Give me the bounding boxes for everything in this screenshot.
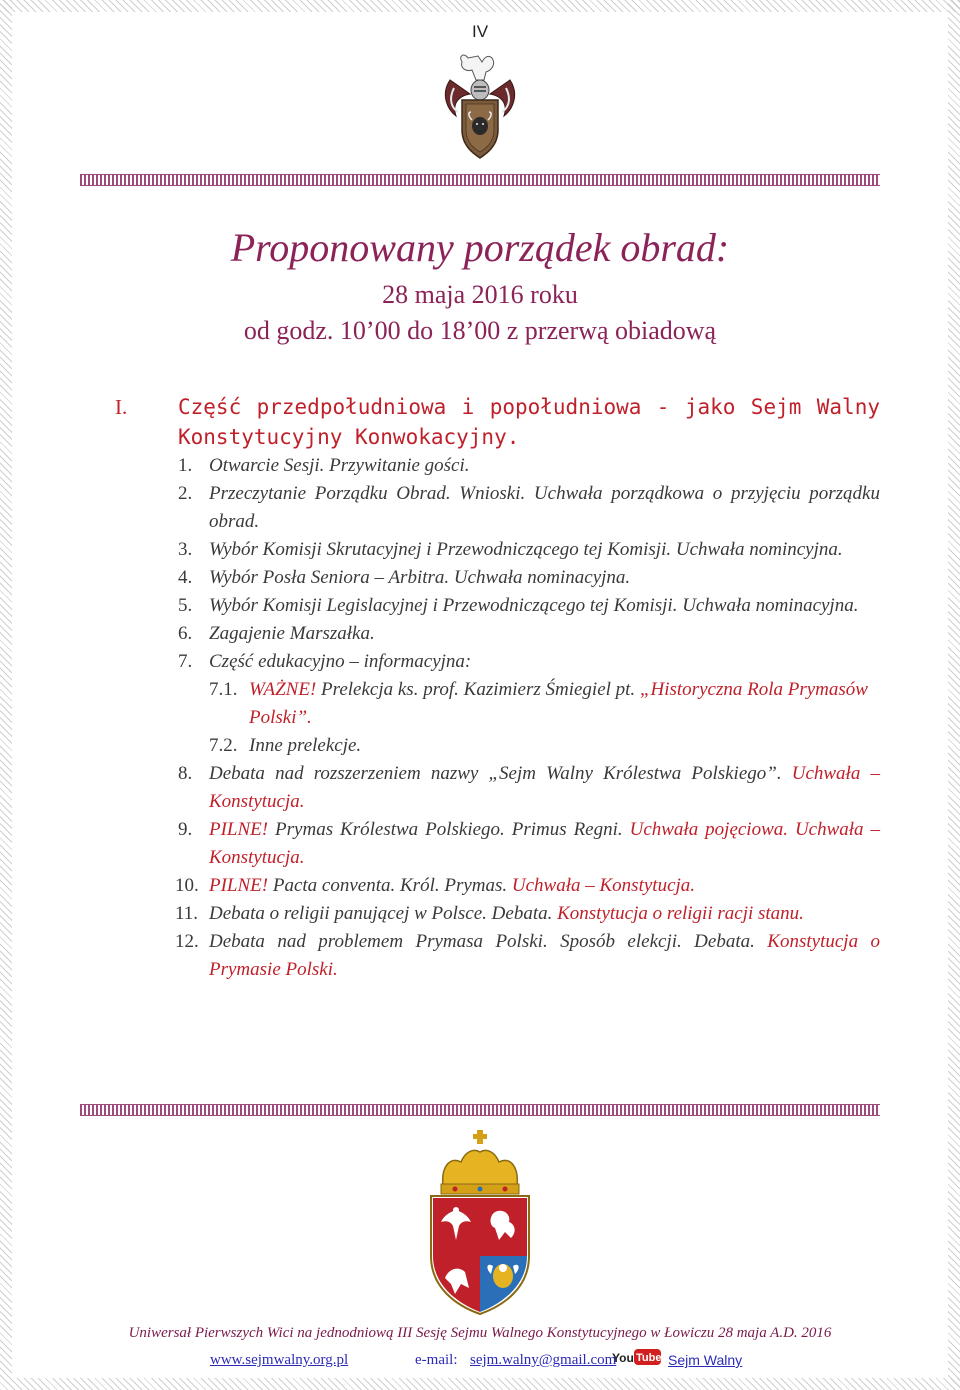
item-body — [209, 620, 880, 648]
highlight-text: Konstytucja o religii racji stanu. — [557, 903, 804, 924]
section-number: I. — [115, 395, 128, 419]
decorative-rule-bottom — [80, 1104, 880, 1116]
svg-text:Tube: Tube — [636, 1352, 662, 1364]
website-link[interactable]: www.sejmwalny.org.pl — [210, 1352, 349, 1368]
highlight-text: PILNE! — [209, 875, 269, 896]
agenda-list — [175, 452, 881, 984]
item-number: 9. — [178, 819, 193, 840]
item-text: Otwarcie Sesji. Przywitanie gości. — [209, 455, 470, 476]
agenda-item — [178, 648, 880, 676]
item-number: 12. — [175, 931, 199, 952]
item-number: 7. — [178, 651, 193, 672]
item-number: 3. — [178, 539, 193, 560]
item-number: 10. — [175, 875, 199, 896]
agenda-item — [175, 872, 880, 900]
item-text: Pacta conventa. Król. Prymas. — [268, 875, 512, 896]
item-text: Część edukacyjno – informacyjna: — [209, 651, 472, 672]
item-text: Wybór Posła Seniora – Arbitra. Uchwała nominacyjna. — [209, 567, 631, 588]
item-number: 6. — [178, 623, 193, 644]
subitem-number: 7.1. — [209, 679, 238, 700]
youtube-logo-icon[interactable] — [612, 1346, 662, 1368]
item-number: 4. — [178, 567, 193, 588]
channel-link[interactable]: Sejm Walny — [668, 1352, 743, 1368]
border-right — [948, 0, 960, 1390]
agenda-item — [178, 480, 880, 536]
agenda-item — [178, 452, 880, 480]
item-number: 11. — [175, 903, 199, 924]
footer-proclamation: Uniwersał Pierwszych Wici na jednodniową III Sesję Sejmu Walnego Konstytucyjnego w Łowiczu 28 maja A.D. 2016 — [128, 1325, 832, 1341]
subitem-body — [249, 732, 880, 760]
highlight-text: Uchwała – Konstytucja. — [209, 763, 880, 812]
item-text: Debata nad problemem Prymasa Polski. Sposób elekcji. Debata. — [209, 931, 768, 952]
highlight-text: Uchwała pojęciowa. Uchwała – Konstytucja. — [209, 819, 881, 868]
item-body — [209, 816, 880, 872]
border-bottom — [0, 1378, 960, 1390]
agenda-item — [178, 760, 880, 816]
kingdom-coat-of-arms-icon — [425, 1128, 535, 1318]
section-heading — [115, 392, 880, 452]
item-body — [209, 760, 880, 816]
item-body — [209, 536, 880, 564]
item-text: Zagajenie Marszałka. — [209, 623, 375, 644]
subitem-body — [249, 676, 880, 732]
highlight-text: PILNE! — [209, 819, 269, 840]
page-number: IV — [471, 22, 489, 41]
item-body — [209, 900, 880, 928]
item-text: Wybór Komisji Skrutacyjnej i Przewodniczącego tej Komisji. Uchwała nomincyjna. — [209, 539, 843, 560]
page-title: Proponowany porządek obrad: — [230, 225, 730, 270]
item-body — [209, 564, 880, 592]
agenda-item — [178, 536, 880, 564]
item-body — [209, 452, 880, 480]
agenda-item — [178, 564, 880, 592]
hours-line: od godz. 10’00 do 18’00 z przerwą obiadową — [243, 316, 717, 345]
item-text: Wybór Komisji Legislacyjnej i Przewodniczącego tej Komisji. Uchwała nominacyjna. — [209, 595, 859, 616]
item-number: 5. — [178, 595, 193, 616]
agenda-item — [178, 620, 880, 648]
border-left — [0, 0, 12, 1390]
footer-links — [0, 1352, 960, 1372]
agenda-item — [178, 592, 880, 620]
agenda-item — [175, 900, 880, 928]
item-text: Inne prelekcje. — [249, 735, 362, 756]
agenda-item — [178, 816, 880, 872]
item-text: Przeczytanie Porządku Obrad. Wnioski. Uchwała porządkowa o przyjęciu porządku obrad. — [209, 483, 880, 532]
item-body — [209, 480, 880, 536]
highlight-text: WAŻNE! — [249, 679, 317, 700]
heraldic-crest-icon — [430, 50, 530, 165]
item-text: Prelekcja ks. prof. Kazimierz Śmiegiel pt. — [316, 679, 640, 700]
item-body — [209, 872, 880, 900]
item-text: Debata nad rozszerzeniem nazwy „Sejm Walny Królestwa Polskiego”. — [209, 763, 792, 784]
date-line: 28 maja 2016 roku — [382, 280, 578, 309]
item-number: 1. — [178, 455, 193, 476]
item-number: 2. — [178, 483, 193, 504]
item-text: Prymas Królestwa Polskiego. Primus Regni. — [268, 819, 630, 840]
highlight-text: Uchwała – Konstytucja. — [511, 875, 696, 896]
subitem-number: 7.2. — [209, 735, 238, 756]
highlight-text: „Historyczna Rola Prymasów Polski”. — [249, 679, 868, 728]
agenda-item — [175, 928, 880, 984]
item-body — [209, 928, 880, 984]
decorative-rule-top — [80, 174, 880, 186]
item-body — [209, 648, 880, 676]
item-body — [209, 592, 880, 620]
highlight-text: Konstytucja o Prymasie Polski. — [209, 931, 880, 980]
border-top — [0, 0, 960, 12]
email-label: e-mail: — [415, 1352, 458, 1368]
agenda-subitem — [209, 676, 880, 732]
svg-text:You: You — [612, 1351, 634, 1365]
agenda-subitem — [209, 732, 880, 760]
item-number: 8. — [178, 763, 193, 784]
section-text: Część przedpołudniowa i popołudniowa - jako Sejm Walny Konstytucyjny Konwokacyjny. — [178, 395, 880, 449]
email-link[interactable]: sejm.walny@gmail.com — [470, 1352, 617, 1368]
item-text: Debata o religii panującej w Polsce. Debata. — [209, 903, 558, 924]
